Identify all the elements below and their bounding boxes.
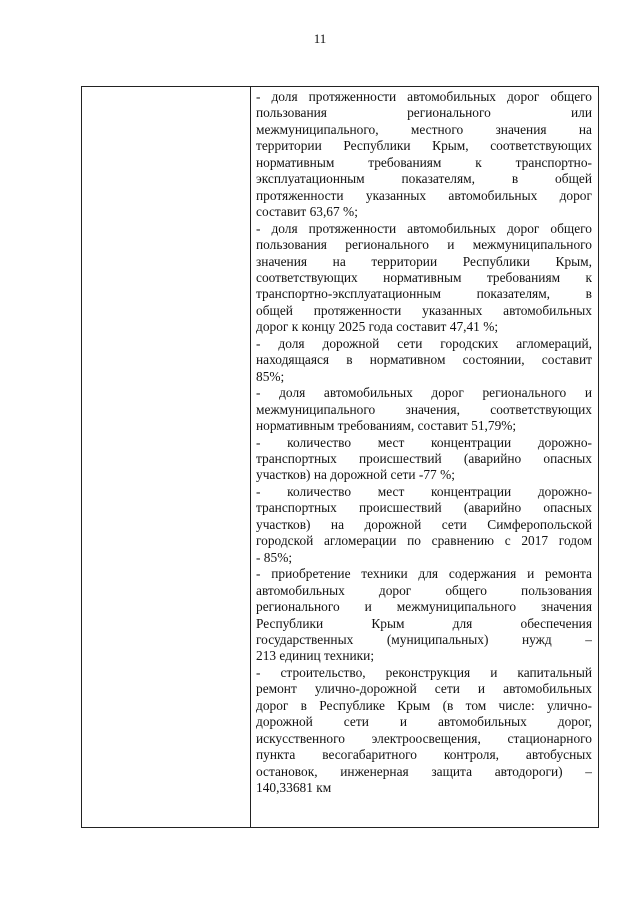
- text-line: - доля протяженности автомобильных дорог общего: [256, 220, 592, 236]
- text-line: регионального и межмуниципального значения: [256, 599, 592, 615]
- text-line: пользования регионального или: [256, 105, 592, 121]
- text-line: нормативным требованиям к транспортно-: [256, 154, 592, 170]
- text-line: значения на территории Республики Крым,: [256, 253, 592, 269]
- text-line: - приобретение техники для содержания и ремонта: [256, 566, 592, 582]
- text-line: - строительство, реконструкция и капитальный: [256, 664, 592, 680]
- text-line: Республики Крым для обеспечения: [256, 615, 592, 631]
- text-line: пользования регионального и межмуниципального: [256, 237, 592, 253]
- text-line: - 85%;: [256, 549, 293, 565]
- text-line: территории Республики Крым, соответствующих: [256, 138, 592, 154]
- text-line: составит 63,67 %;: [256, 204, 358, 220]
- text-line: 85%;: [256, 368, 285, 384]
- text-line: остановок, инженерная защита автодороги) –: [256, 763, 592, 779]
- text-line: 213 единиц техники;: [256, 648, 375, 664]
- text-line: государственных (муниципальных) нужд –: [256, 631, 592, 647]
- table-left-cell: [82, 87, 251, 827]
- text-line: эксплуатационным показателям, в общей: [256, 171, 592, 187]
- text-line: транспортных происшествий (аварийно опасных: [256, 500, 592, 516]
- text-line: общей протяженности указанных автомобильных: [256, 302, 592, 318]
- text-line: находящаяся в нормативном состоянии, составит: [256, 352, 592, 368]
- text-line: 140,33681 км: [256, 780, 332, 796]
- text-line: нормативным требованиям, составит 51,79%;: [256, 418, 517, 434]
- text-line: транспортных происшествий (аварийно опасных: [256, 450, 592, 466]
- text-line: - количество мест концентрации дорожно-: [256, 434, 592, 450]
- text-line: дорог к концу 2025 года составит 47,41 %;: [256, 319, 499, 335]
- text-line: дорожной сети и автомобильных дорог,: [256, 714, 592, 730]
- text-line: межмуниципального, местного значения на: [256, 121, 592, 137]
- text-line: - доля протяженности автомобильных дорог общего: [256, 89, 592, 104]
- text-line: дорог в Республике Крым (в том числе: улично-: [256, 697, 592, 713]
- text-line: межмуниципального значения, соответствующих: [256, 401, 592, 417]
- text-line: - доля дорожной сети городских агломераций,: [256, 335, 592, 351]
- text-line: участков) на дорожной сети -77 %;: [256, 467, 455, 483]
- text-line: протяженности указанных автомобильных дорог: [256, 187, 592, 203]
- table-right-cell: [251, 87, 598, 827]
- text-line: транспортно-эксплуатационным показателям, в: [256, 286, 592, 302]
- text-line: искусственного электроосвещения, стационарного: [256, 730, 592, 746]
- indicators-table: [81, 86, 599, 828]
- text-line: участков) на дорожной сети Симферопольской: [256, 516, 592, 532]
- text-line: - количество мест концентрации дорожно-: [256, 483, 592, 499]
- text-line: соответствующих нормативным требованиям к: [256, 269, 592, 285]
- text-line: пункта весогабаритного контроля, автобусных: [256, 747, 592, 763]
- text-line: ремонт улично-дорожной сети и автомобильных: [256, 681, 592, 697]
- page-number: 11: [313, 31, 327, 46]
- text-line: городской агломерации по сравнению с 2017 годом: [256, 533, 592, 549]
- text-line: автомобильных дорог общего пользования: [256, 582, 592, 598]
- text-line: - доля автомобильных дорог регионального и: [256, 385, 592, 401]
